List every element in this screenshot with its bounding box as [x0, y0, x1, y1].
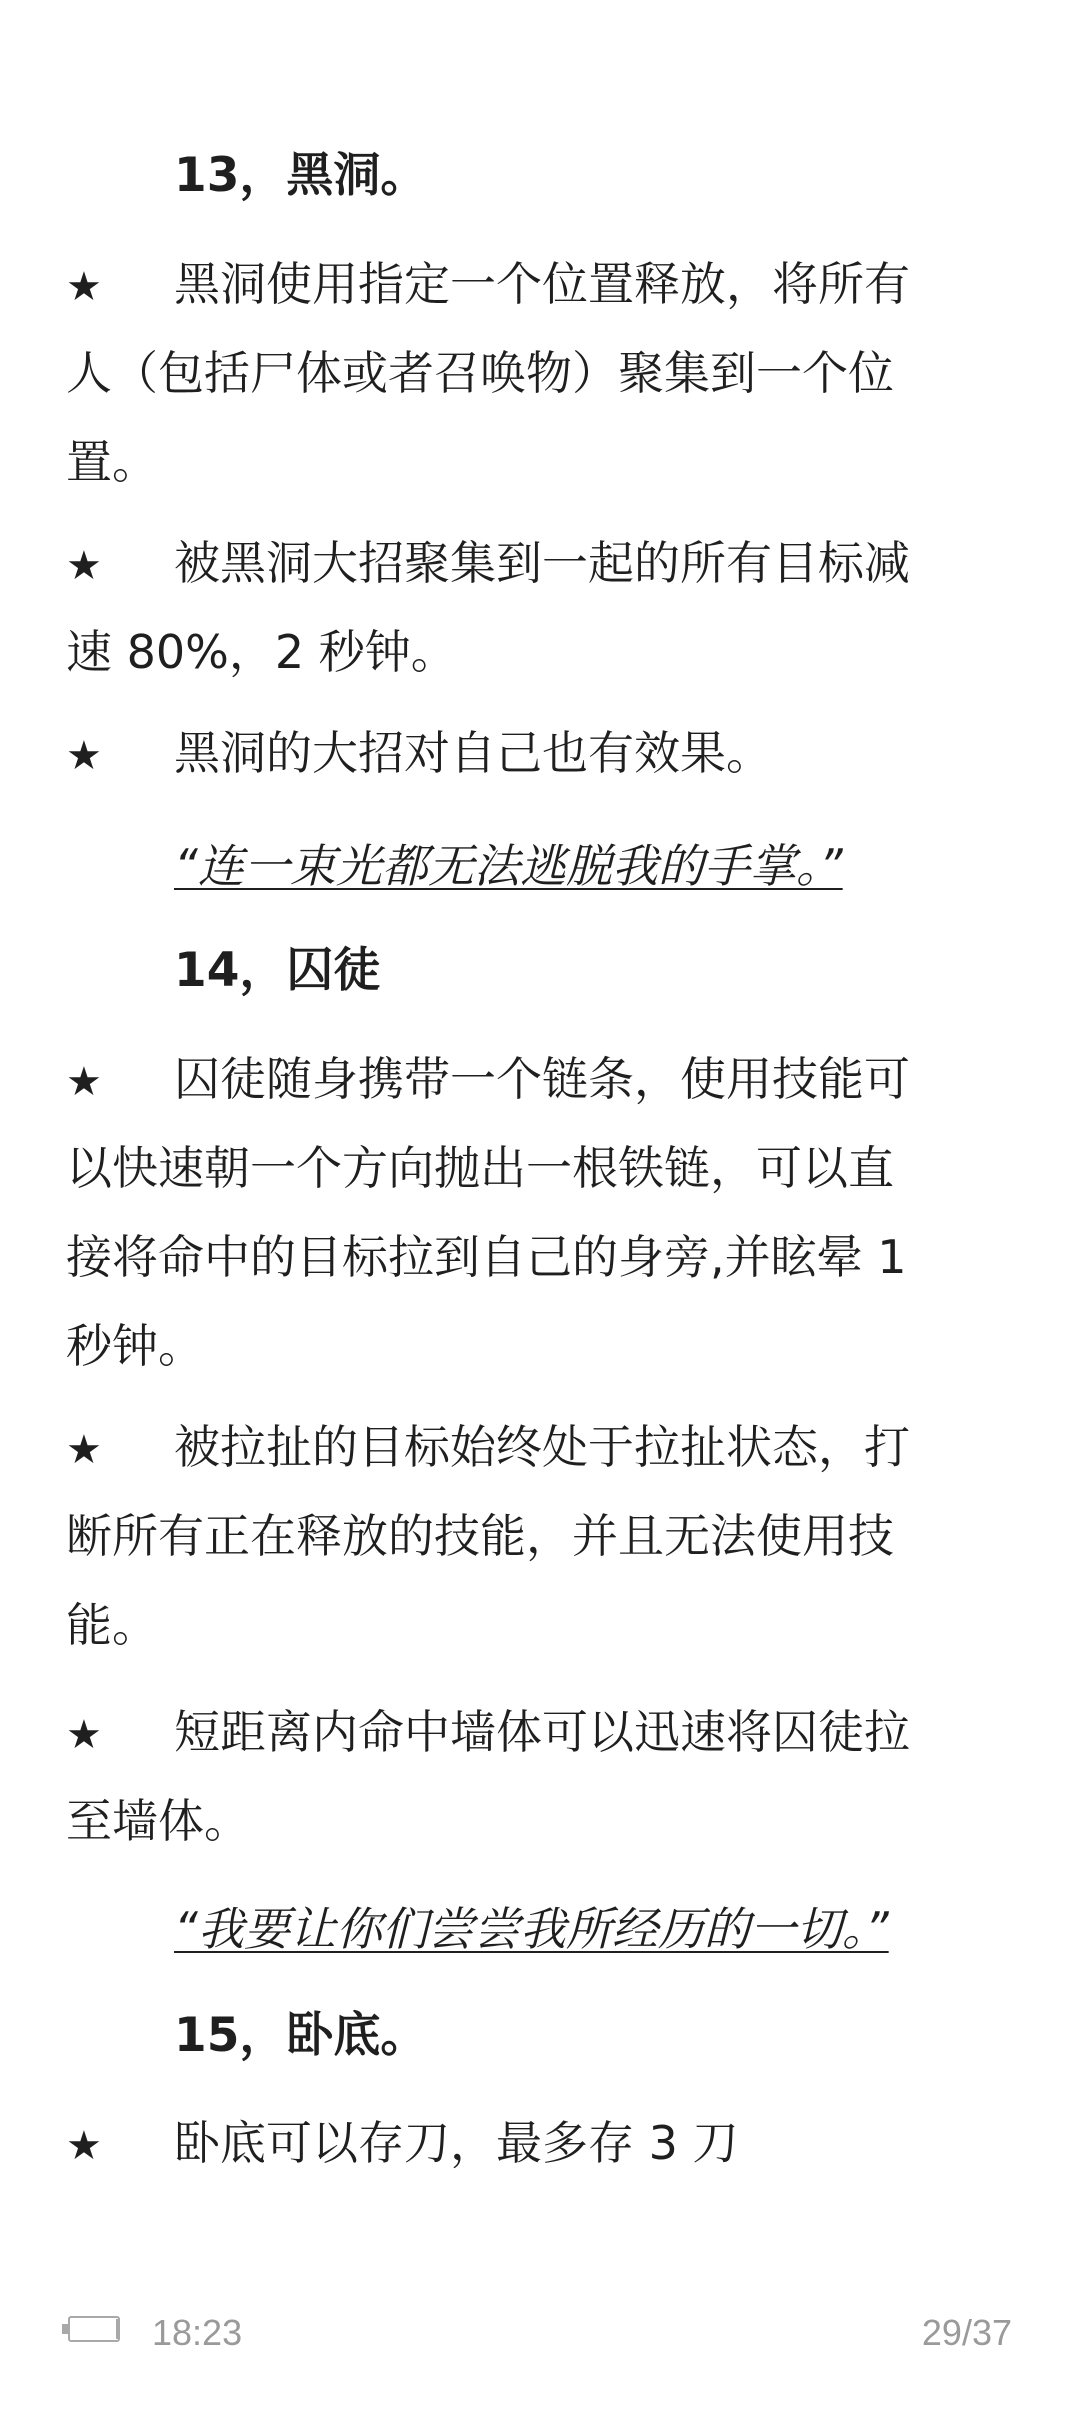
quote-text: “连一束光都无法逃脱我的手掌。” [174, 839, 843, 893]
section-heading: 15，卧底。 [174, 2008, 428, 2063]
bullet-line: ★ 黑洞的大招对自己也有效果。 [66, 723, 1016, 786]
battery-icon [62, 2316, 126, 2346]
text-line: 人（包括尸体或者召唤物）聚集到一个位 [66, 346, 894, 400]
bullet-line: ★ 被黑洞大招聚集到一起的所有目标减 [66, 533, 1016, 596]
section-heading: 14，囚徒 [174, 943, 381, 998]
reader-status-bar [0, 2300, 1080, 2360]
bullet-line: ★ 囚徒随身携带一个链条，使用技能可 [66, 1049, 1016, 1112]
star-icon: ★ [66, 733, 102, 779]
section-heading: 13，黑洞。 [174, 148, 428, 203]
text-line: 断所有正在释放的技能，并且无法使用技 [66, 1509, 894, 1563]
bullet-line: ★ 被拉扯的目标始终处于拉扯状态，打 [66, 1417, 1016, 1480]
text-line: 接将命中的目标拉到自己的身旁,并眩晕 1 [66, 1230, 907, 1284]
star-icon: ★ [66, 2123, 102, 2169]
quote-text: “我要让你们尝尝我所经历的一切。” [174, 1902, 889, 1956]
star-icon: ★ [66, 1059, 102, 1105]
text-line: 速 80%，2 秒钟。 [66, 625, 457, 679]
bullet-line: ★ 短距离内命中墙体可以迅速将囚徒拉 [66, 1702, 1016, 1765]
star-icon: ★ [66, 543, 102, 589]
bullet-line: ★ 黑洞使用指定一个位置释放，将所有 [66, 254, 1016, 317]
text-line: 至墙体。 [66, 1794, 250, 1848]
text-line: 以快速朝一个方向抛出一根铁链，可以直 [66, 1141, 894, 1195]
text-line: 置。 [66, 435, 158, 489]
star-icon: ★ [66, 1712, 102, 1758]
text-line: 秒钟。 [66, 1319, 204, 1373]
star-icon: ★ [66, 1427, 102, 1473]
star-icon: ★ [66, 264, 102, 310]
bullet-line: ★ 卧底可以存刀，最多存 3 刀 [66, 2113, 1016, 2176]
page-indicator: 29/37 [921, 2312, 1012, 2353]
clock-time: 18:23 [152, 2312, 243, 2353]
text-line: 能。 [66, 1598, 158, 1652]
